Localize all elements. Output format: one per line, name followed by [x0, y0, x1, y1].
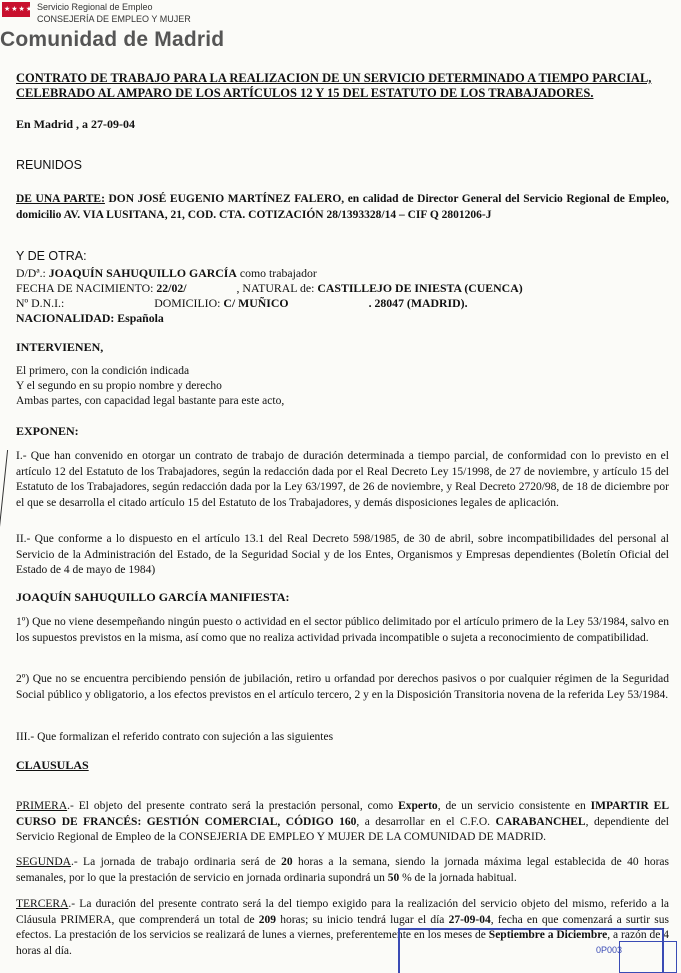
worker-name: JOAQUÍN SAHUQUILLO GARCÍA [48, 266, 237, 280]
clausula-primera [16, 799, 669, 846]
dd-label: D/Dª.: [16, 266, 46, 280]
header-line-2: CONSEJERÍA DE EMPLEO Y MUJER [37, 14, 191, 24]
intervienen-line: El primero, con la condición indicada [16, 365, 190, 377]
nac-label: NACIONALIDAD: [16, 311, 115, 325]
intervienen-lines [16, 364, 284, 409]
primera-role: Experto [398, 800, 438, 812]
intervienen-line: Y el segundo en su propio nombre y derecho [16, 380, 222, 392]
exponen-paragraph-1: I.- Que han convenido en otorgar un contrato de trabajo de duración determinada a tiempo parcial, de conformidad con lo previsto en el artículo 12 del Estatuto de los Trabajadores, según la redacción dada por el Real Decreto Ley 15/1998, de 27 de noviembre, y artículo 15 del Estatuto de los Trabajadores, según redacción dada por la Ley 63/1997, de 26 de noviembre, y Real Decreto 2720/98, de 18 de diciembre por el que se desarrolla el citado artículo 15 del Estatuto de los Trabajadores, y demás disposiciones legales de aplicación. [16, 450, 669, 509]
stamp-box [619, 941, 677, 973]
manifiesta-word: MANIFIESTA: [206, 590, 290, 604]
natural-label: , NATURAL de: [236, 281, 315, 295]
primera-text: .- El objeto del presente contrato será la prestación personal, como [67, 800, 399, 812]
manifiesta-paragraph-1: 1º) Que no viene desempeñando ningún puesto o actividad en el sector público delimitado por el artículo primero de la Ley 53/1984, salvo en los supuestos previstos en la misma, así como que no realiza actividad privada incompatible o sujeta a reconocimiento de compatibilidad. [16, 616, 669, 644]
primera-text: , dependiente del Servicio Regional de Empleo de la CONSEJERIA DE EMPLEO Y MUJER DE LA COMUNIDAD DE MADRID. [16, 815, 670, 843]
worker-details [16, 266, 523, 326]
una-parte-text: DON JOSÉ EUGENIO MARTÍNEZ FALERO, en calidad de Director General del Servicio Regional de Empleo, domicilio AV. VIA LUSITANA, 21, COD. CTA. COTIZACIÓN 28/1393328/14 – CIF Q 2801206-J [16, 193, 669, 221]
manifiesta-heading [16, 590, 289, 605]
primera-course: IMPARTIR EL CURSO DE FRANCÉS: GESTIÓN COMERCIAL, CÓDIGO 160 [16, 800, 669, 828]
stamp-code: 0P003 [596, 945, 623, 955]
dd-suffix: como trabajador [236, 266, 317, 280]
una-parte-label: DE UNA PARTE: [16, 193, 105, 205]
madrid-flag-logo: ★★★★ [2, 2, 30, 17]
domicilio-label: DOMICILIO: [154, 296, 221, 310]
una-parte-paragraph [16, 192, 669, 223]
segunda-text: .- La jornada de trabajo ordinaria será de [70, 856, 282, 868]
segunda-hours: 20 [281, 856, 293, 868]
primera-label: PRIMERA [16, 800, 68, 812]
primera-center: CARABANCHEL [495, 815, 586, 828]
birth-label: FECHA DE NACIMIENTO: [16, 281, 154, 295]
manifiesta-name: JOAQUÍN SAHUQUILLO GARCÍA [16, 590, 207, 604]
clausulas-heading: CLAUSULAS [16, 758, 89, 772]
domicilio-value: C/ MUÑICO [223, 296, 289, 310]
otra-heading: Y DE OTRA: [16, 249, 87, 263]
reunidos-heading: REUNIDOS [16, 158, 82, 172]
domicilio-cp: . 28047 (MADRID). [368, 296, 468, 310]
nac-value: Española [117, 311, 164, 325]
segunda-text: % de la jornada habitual. [399, 871, 517, 884]
header-line-1: Servicio Regional de Empleo [37, 2, 153, 12]
tercera-text: .- La duración del presente contrato será la del tiempo exigido para la realización del servicio objeto del mismo, referido a la Cláusula PRIMERA, que comprenderá un total de [16, 898, 669, 926]
segunda-text: horas a la semana, siendo la jornada máxima legal establecida de 40 horas semanales, por lo que la prestación de servicio en jornada ordinaria supondrá un [16, 856, 669, 884]
tercera-text: , a razón de 4 horas al día. [16, 929, 669, 957]
primera-text: , de un servicio consistente en [437, 800, 591, 812]
tercera-start-date: 27-09-04 [448, 913, 491, 926]
exponen-heading: EXPONEN: [16, 424, 79, 438]
tercera-text: , fecha en que comenzará a surtir sus efectos. La prestación de los servicios se realizará de lunes a viernes, preferentemente en los meses de [16, 913, 669, 941]
segunda-label: SEGUNDA [16, 856, 71, 868]
birth-value: 22/02/ [156, 281, 187, 295]
brand-name: Comunidad de Madrid [0, 28, 225, 51]
tercera-label: TERCERA [16, 898, 69, 910]
dni-label: Nº D.N.I.: [16, 296, 65, 310]
primera-text: , a desarrollar en el C.F.O. [356, 815, 496, 828]
segunda-percent: 50 [387, 871, 400, 884]
place-date: En Madrid , a 27-09-04 [16, 117, 136, 131]
clausula-segunda [16, 855, 669, 886]
tercera-text: horas; su inicio tendrá lugar el día [276, 913, 449, 926]
manifiesta-paragraph-2: 2º) Que no se encuentra percibiendo pensión de jubilación, retiro u orfandad por derechos pasivos o por cualquier régimen de la Seguridad Social público y obligatorio, a los efectos previstos en el artículo tercero, 2 y en la Disposición Transitoria novena de la referida Ley 53/1984. [16, 673, 669, 701]
intervienen-line: Ambas partes, con capacidad legal bastante para este acto, [16, 395, 285, 407]
natural-value: CASTILLEJO DE INIESTA (CUENCA) [317, 281, 523, 295]
intervienen-heading: INTERVIENEN, [16, 340, 104, 354]
manifiesta-paragraph-3: III.- Que formalizan el referido contrato con sujeción a las siguientes [16, 731, 334, 743]
tercera-total-hours: 209 [258, 913, 277, 926]
tercera-months: Septiembre a Diciembre [488, 929, 608, 941]
exponen-paragraph-2: II.- Que conforme a lo dispuesto en el artículo 13.1 del Real Decreto 598/1985, de 30 de abril, sobre incompatibilidades del personal al Servicio de la Administración del Estado, de la Seguridad Social y de los Entes, Organismos y Empresas dependientes (Boletín Oficial del Estado de 4 de mayo de 1984) [16, 533, 669, 576]
contract-title: CONTRATO DE TRABAJO PARA LA REALIZACION DE UN SERVICIO DETERMINADO A TIEMPO PARCIAL, CELEBRADO AL AMPARO DE LOS ARTÍCULOS 12 Y 15 DEL ESTATUTO DE LOS TRABAJADORES. [16, 71, 652, 100]
